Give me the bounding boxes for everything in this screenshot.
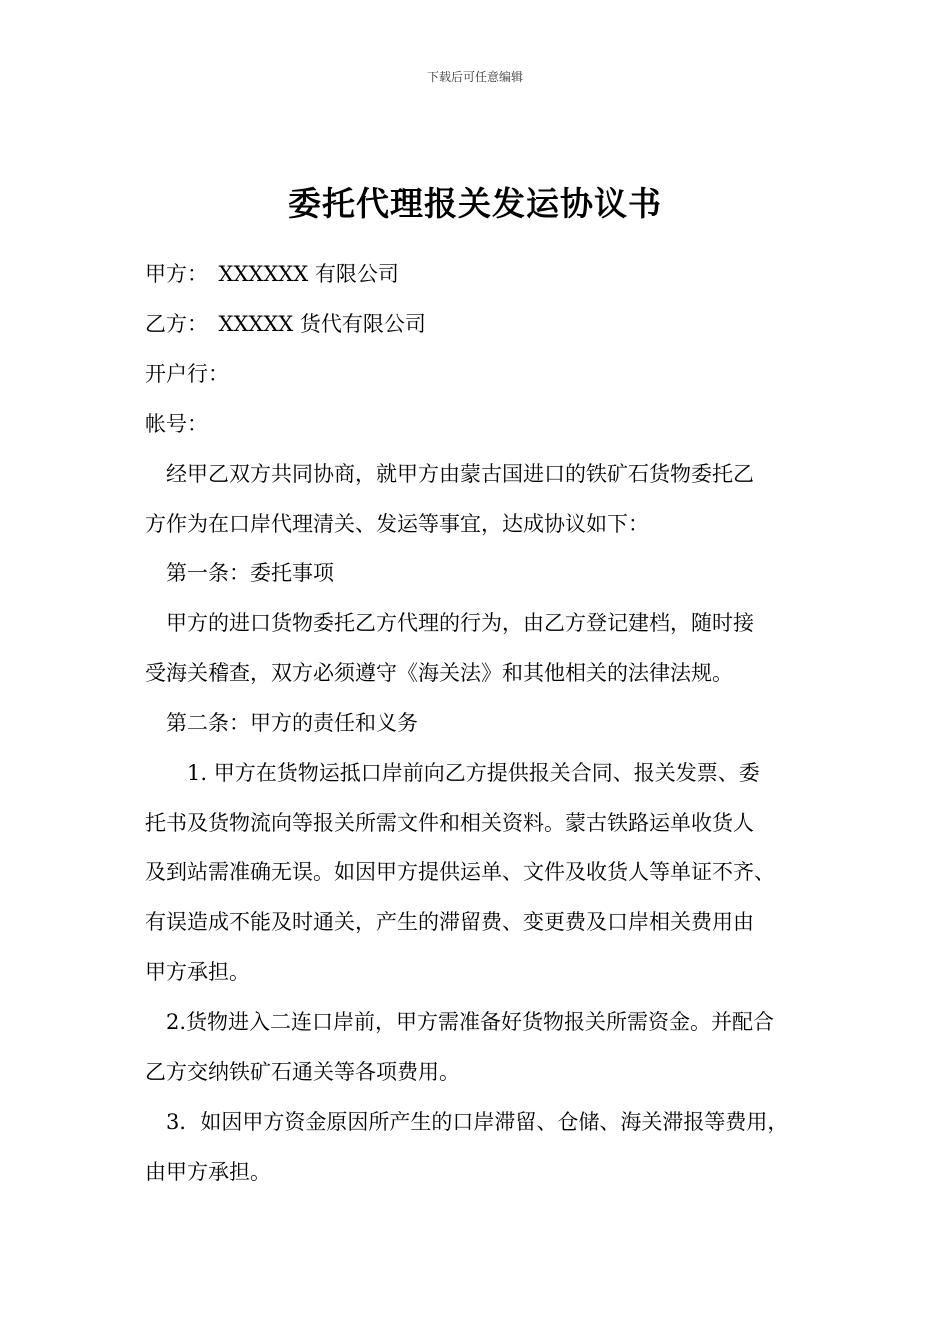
page-header-note: 下载后可任意编辑: [426, 70, 523, 84]
clause-1-line-3: 及到站需准确无误。如因甲方提供运单、文件及收货人等单证不齐、: [145, 860, 775, 884]
article-1-text-2: 受海关稽查，双方必须遵守《海关法》和其他相关的法律法规。: [145, 661, 733, 685]
article-2-heading: 第二条：甲方的责任和义务: [145, 711, 418, 735]
bank-line: 开户行：: [145, 362, 229, 386]
intro-line-2: 方作为在口岸代理清关、发运等事宜，达成协议如下：: [145, 512, 649, 536]
clause-3-line-1: 3．如因甲方资金原因所产生的口岸滞留、仓储、海关滞报等费用，: [145, 1110, 789, 1134]
clause-1-line-2: 托书及货物流向等报关所需文件和相关资料。蒙古铁路运单收货人: [145, 811, 754, 835]
intro-line-1: 经甲乙双方共同协商，就甲方由蒙古国进口的铁矿石货物委托乙: [145, 462, 754, 486]
clause-1-line-5: 甲方承担。: [145, 960, 250, 984]
clause-2-line-2: 乙方交纳铁矿石通关等各项费用。: [145, 1060, 460, 1084]
party-b-line: 乙方： XXXXX 货代有限公司: [145, 312, 426, 336]
clause-1-line-4: 有误造成不能及时通关，产生的滞留费、变更费及口岸相关费用由: [145, 910, 754, 934]
clause-2-line-1: 2.货物进入二连口岸前，甲方需准备好货物报关所需资金。并配合: [145, 1010, 775, 1034]
document-title: 委托代理报关发运协议书: [288, 184, 662, 223]
article-1-heading: 第一条：委托事项: [145, 561, 334, 585]
clause-1-line-1: 1. 甲方在货物运抵口岸前向乙方提供报关合同、报关发票、委: [145, 761, 760, 785]
clause-3-line-2: 由甲方承担。: [145, 1160, 271, 1184]
article-1-text-1: 甲方的进口货物委托乙方代理的行为，由乙方登记建档，随时接: [145, 611, 754, 635]
account-line: 帐号：: [145, 412, 208, 436]
party-a-line: 甲方： XXXXXX 有限公司: [145, 262, 399, 286]
